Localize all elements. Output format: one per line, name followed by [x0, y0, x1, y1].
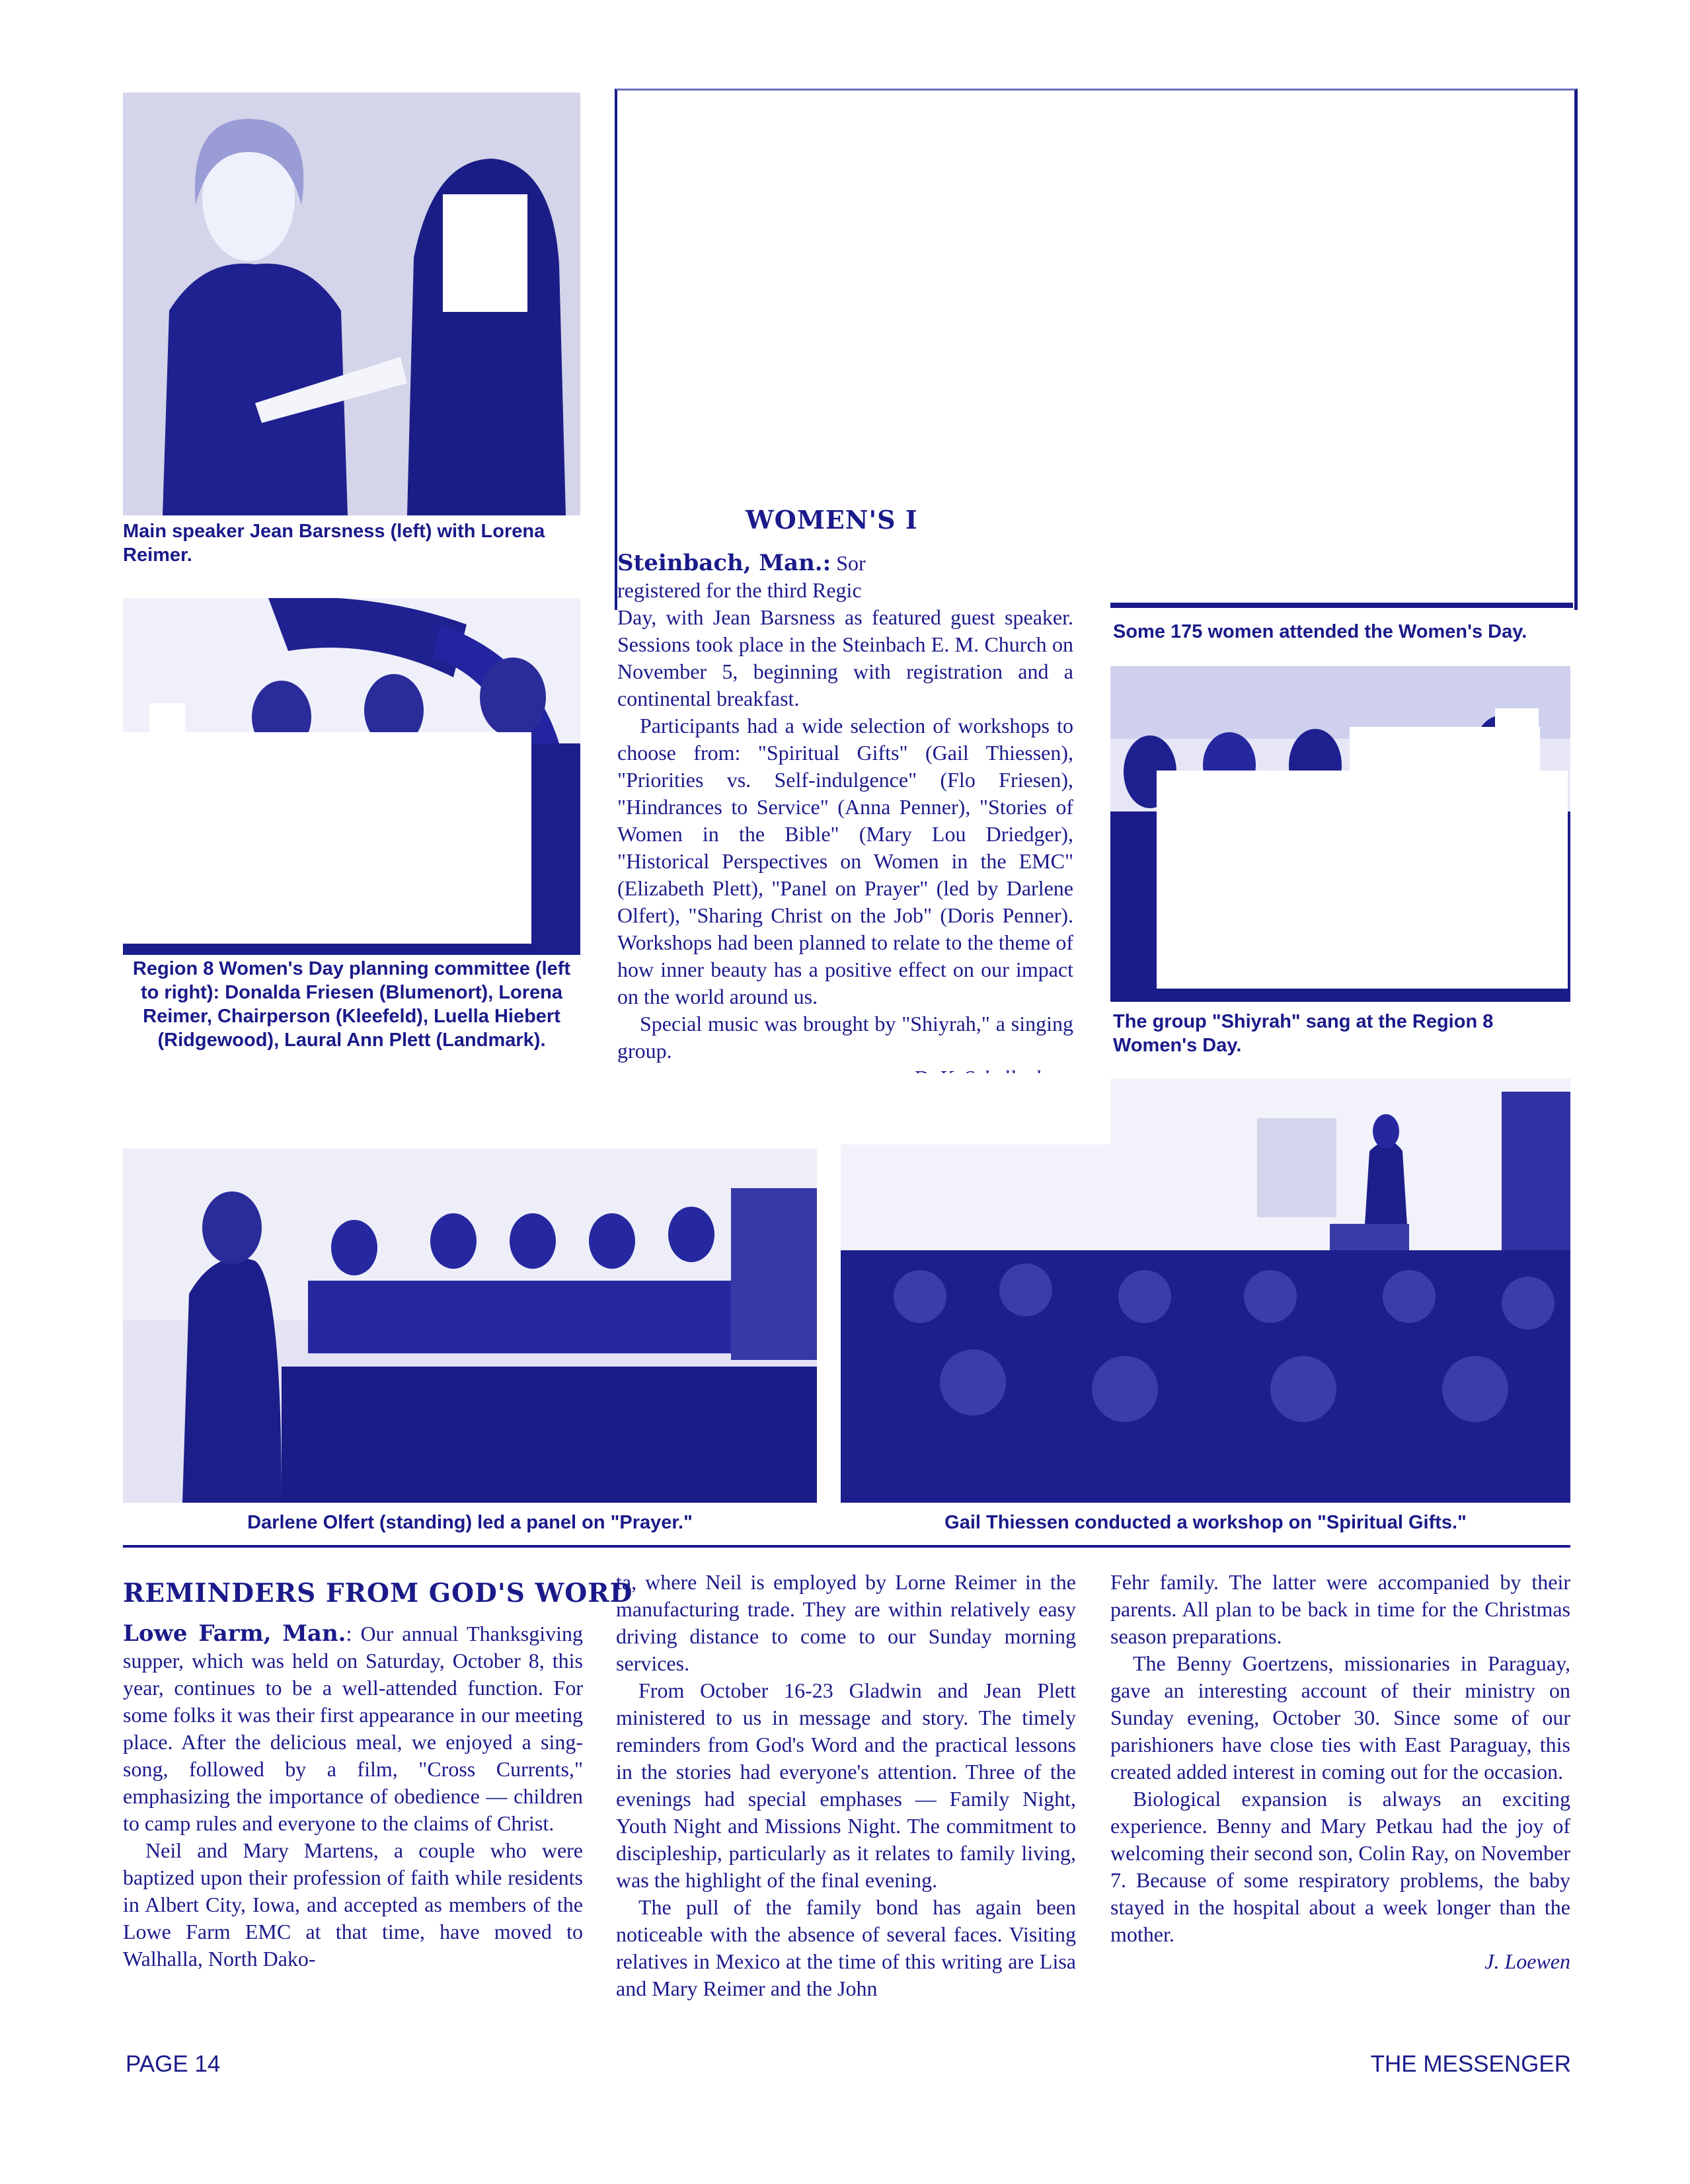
caption-prayer-panel: Darlene Olfert (standing) led a panel on "Prayer." — [247, 1512, 693, 1533]
womens-day-article — [617, 550, 1077, 1092]
caption-attendance: Some 175 women attended the Women's Day. — [1113, 621, 1527, 642]
reminders-dateline: Lowe Farm, Man. — [123, 1620, 346, 1647]
publication-name: THE MESSENGER — [1370, 2051, 1571, 2077]
womens-day-heading: WOMEN'S I — [746, 505, 918, 535]
photo-prayer-panel — [123, 1148, 817, 1503]
caption-spiritual-gifts-workshop: Gail Thiessen conducted a workshop on "Spiritual Gifts." — [944, 1512, 1467, 1533]
womens-day-dateline: Steinbach, Man.: — [617, 550, 831, 576]
reminders-paragraph-1: : Our annual Thanksgiving supper, which was held on Saturday, October 8, this year, continues to be a well-attended function. For some folks it was their first appearance in our meeting place. After the delicious meal, we enjoyed a sing-song, followed by a film, "Cross Currents," emphasizing the importance of obedience — children to camp rules and everyone to the claims of Christ. — [123, 1622, 584, 1835]
reminders-paragraph-2: Neil and Mary Martens, a couple who were baptized upon their profession of faith while residents in Albert City, Iowa, and accepted as members of the Lowe Farm EMC at that time, have moved to Walhalla, North Dako- — [123, 1838, 583, 1971]
redaction-box — [149, 703, 185, 743]
womens-day-paragraph-1: Day, with Jean Barsness as featured guest speaker. Sessions took place in the Steinbach E. M. Church on November 5, beginning with registration and a continental breakfast. — [617, 605, 1073, 710]
womens-day-lead: Sor — [836, 551, 866, 575]
reminders-column-2 — [616, 1569, 1076, 2002]
photo-attendance-bottom-edge — [1110, 603, 1573, 608]
reminders-paragraph-4: The pull of the family bond has again been noticeable with the absence of several faces. Visiting relatives in Mexico at the time of this writing are Lisa and Mary Reimer and the John — [616, 1895, 1076, 2000]
reminders-column-3 — [1110, 1569, 1570, 1975]
reminders-paragraph-5: The Benny Goertzens, missionaries in Paraguay, gave an interesting account of their ministry on Sunday evening, October 30. Since some of our parishioners have close ties with East Paraguay, this created added interest in coming out for the occasion. — [1110, 1651, 1570, 1784]
redaction-box — [833, 1073, 1110, 1145]
womens-day-line2: registered for the third Regic — [617, 578, 862, 602]
reminders-column-1 — [123, 1620, 583, 1973]
caption-shiyrah: The group "Shiyrah" sang at the Region 8 Women's Day. — [1113, 1011, 1494, 1056]
womens-day-paragraph-2: Participants had a wide selection of workshops to choose from: "Spiritual Gifts" (Gail Thiessen), "Priorities vs. Self-indulgence" (Flo Friesen), "Hindrances to Service" (Anna Penner), "Stories of Women in the Bible" (Mary Lou Driedger), "Historical Perspectives on Women in the EMC" (Elizabeth Plett), "Panel on Prayer" (led by Darlene Olfert), "Sharing Christ on the Job" (Doris Penner). Workshops had been planned to relate to the theme of how inner beauty has a positive effect on our impact on the world around us. — [617, 714, 1073, 1008]
reminders-paragraph-4-cont: Fehr family. The latter were accompanied by their parents. All plan to be back in time for the Christmas season preparations. — [1110, 1570, 1570, 1648]
reminders-paragraph-6: Biological expansion is always an exciting experience. Benny and Mary Petkau had the joy of welcoming their second son, Colin Ray, on November 7. Because of some respiratory problems, the baby stayed in the hospital about a week longer than the mother. — [1110, 1787, 1570, 1946]
redaction-box — [1157, 771, 1568, 989]
reminders-heading: REMINDERS FROM GOD'S WORD — [123, 1578, 633, 1608]
caption-main-speaker: Main speaker Jean Barsness (left) with Lorena Reimer. — [123, 521, 545, 566]
reminders-byline: J. Loewen — [1484, 1949, 1570, 1973]
redaction-box — [582, 1098, 820, 1148]
reminders-paragraph-3: From October 16-23 Gladwin and Jean Plett ministered to us in message and story. The timely reminders from God's Word and the practical lessons in the stories had everyone's attention. Three of the evenings had special emphases — Family Night, Youth Night and Missions Night. The commitment to discipleship, particularly as it relates to family living, was the highlight of the final evening. — [616, 1678, 1076, 1892]
caption-planning-committee: Region 8 Women's Day planning committee (left to right): Donalda Friesen (Blumenort), Lorena Reimer, Chairperson (Kleefeld), Luella Hiebert (Ridgewood), Laural Ann Plett (Landmark). — [132, 958, 571, 1051]
section-divider — [123, 1545, 1570, 1548]
redaction-box — [123, 732, 531, 944]
redaction-box — [1495, 708, 1539, 748]
reminders-paragraph-2-cont: ta, where Neil is employed by Lorne Reimer in the manufacturing trade. They are within relatively easy driving distance to come to our Sunday morning services. — [616, 1570, 1076, 1675]
redaction-box — [443, 194, 527, 312]
page-number: PAGE 14 — [126, 2051, 221, 2077]
womens-day-paragraph-3: Special music was brought by "Shiyrah," a singing group. — [617, 1012, 1073, 1063]
